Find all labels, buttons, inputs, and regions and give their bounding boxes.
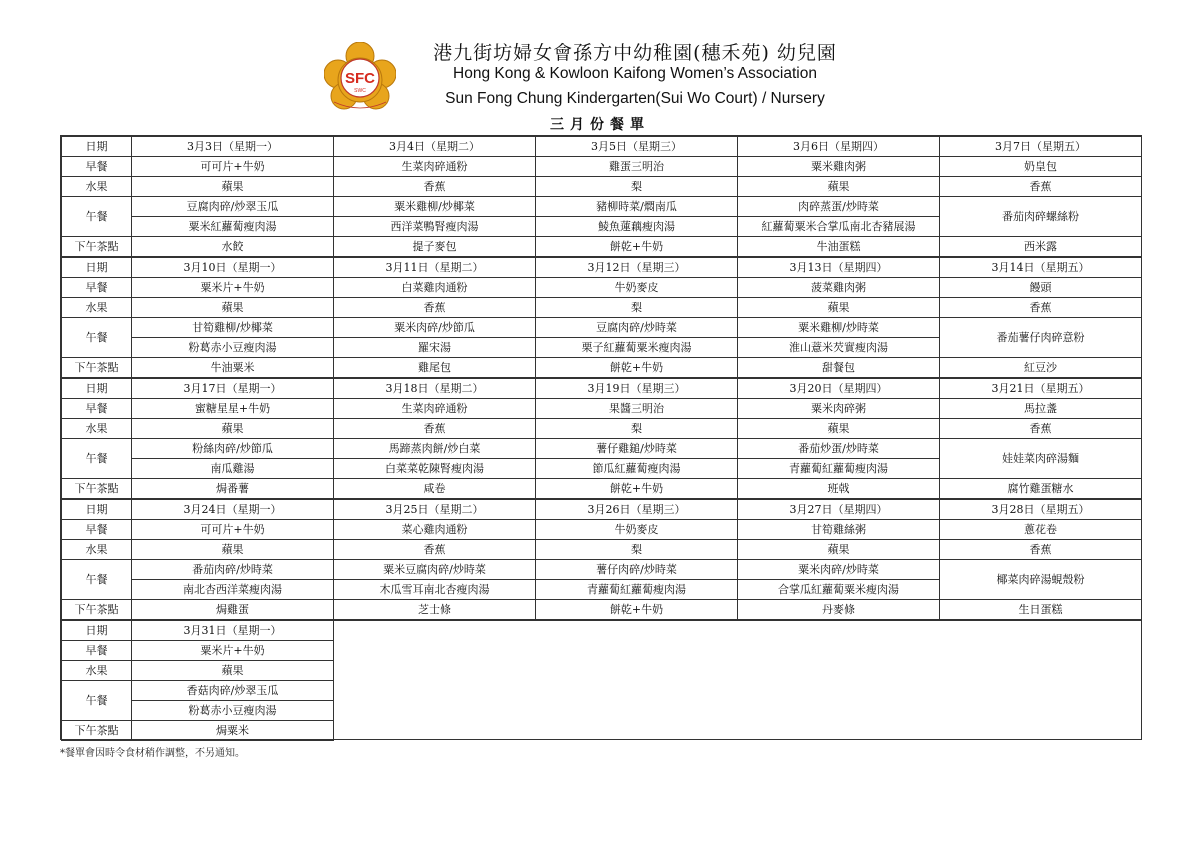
day-date-cell: 3月27日（星期四） bbox=[738, 499, 940, 520]
menu-cell-breakfast: 粟米片+牛奶 bbox=[132, 641, 334, 661]
row-label-breakfast: 早餐 bbox=[62, 399, 132, 419]
menu-row-fruit bbox=[62, 298, 1142, 318]
menu-cell-fruit: 蘋果 bbox=[132, 177, 334, 197]
menu-cell-lunch: 南北杏西洋菜瘦肉湯 bbox=[132, 580, 334, 600]
menu-cell-lunch: 薯仔肉碎/炒時菜 bbox=[536, 560, 738, 580]
menu-cell-fruit: 香蕉 bbox=[334, 540, 536, 560]
menu-cell-lunch: 豆腐肉碎/炒翠玉瓜 bbox=[132, 197, 334, 217]
row-label-snack: 下午茶點 bbox=[62, 358, 132, 379]
menu-cell-lunch: 青蘿蔔紅蘿蔔瘦肉湯 bbox=[536, 580, 738, 600]
row-label-date: 日期 bbox=[62, 378, 132, 399]
menu-cell-fruit: 香蕉 bbox=[940, 298, 1142, 318]
menu-cell-snack: 水餃 bbox=[132, 237, 334, 258]
menu-cell-lunch: 薯仔雞鎚/炒時菜 bbox=[536, 439, 738, 459]
menu-cell-breakfast: 白菜雞肉通粉 bbox=[334, 278, 536, 298]
menu-cell-lunch: 番茄炒蛋/炒時菜 bbox=[738, 439, 940, 459]
menu-cell-lunch: 肉碎蒸蛋/炒時菜 bbox=[738, 197, 940, 217]
day-date-cell: 3月28日（星期五） bbox=[940, 499, 1142, 520]
menu-row-lunch1 bbox=[62, 560, 1142, 580]
menu-cell-breakfast: 甘筍雞絲粥 bbox=[738, 520, 940, 540]
row-label-lunch: 午餐 bbox=[62, 439, 132, 479]
row-label-date: 日期 bbox=[62, 257, 132, 278]
menu-cell-breakfast: 粟米雞肉粥 bbox=[738, 157, 940, 177]
row-label-lunch: 午餐 bbox=[62, 560, 132, 600]
menu-cell-breakfast: 牛奶麥皮 bbox=[536, 520, 738, 540]
menu-cell-fruit: 蘋果 bbox=[738, 540, 940, 560]
row-label-fruit: 水果 bbox=[62, 661, 132, 681]
menu-cell-snack: 牛油蛋糕 bbox=[738, 237, 940, 258]
menu-row-snack bbox=[62, 479, 1142, 500]
day-date-cell: 3月21日（星期五） bbox=[940, 378, 1142, 399]
menu-cell-snack: 牛油粟米 bbox=[132, 358, 334, 379]
row-label-fruit: 水果 bbox=[62, 419, 132, 439]
day-date-cell: 3月18日（星期二） bbox=[334, 378, 536, 399]
day-date-cell: 3月14日（星期五） bbox=[940, 257, 1142, 278]
menu-table-container bbox=[60, 135, 1142, 740]
day-date-cell: 3月10日（星期一） bbox=[132, 257, 334, 278]
row-label-fruit: 水果 bbox=[62, 540, 132, 560]
menu-cell-snack: 雞尾包 bbox=[334, 358, 536, 379]
menu-row-breakfast bbox=[62, 520, 1142, 540]
menu-cell-fruit: 蘋果 bbox=[132, 419, 334, 439]
menu-row-snack bbox=[62, 358, 1142, 379]
menu-cell-breakfast: 生菜肉碎通粉 bbox=[334, 399, 536, 419]
association-name-english: Hong Kong & Kowloon Kaifong Women’s Association bbox=[453, 65, 817, 82]
row-label-date: 日期 bbox=[62, 620, 132, 641]
menu-cell-snack: 生日蛋糕 bbox=[940, 600, 1142, 621]
menu-cell-fruit: 香蕉 bbox=[940, 177, 1142, 197]
day-date-cell: 3月25日（星期二） bbox=[334, 499, 536, 520]
day-date-cell: 3月12日（星期三） bbox=[536, 257, 738, 278]
menu-row-lunch1 bbox=[62, 197, 1142, 217]
row-label-snack: 下午茶點 bbox=[62, 721, 132, 741]
menu-cell-fruit: 蘋果 bbox=[132, 540, 334, 560]
menu-cell-lunch: 合掌瓜紅蘿蔔粟米瘦肉湯 bbox=[738, 580, 940, 600]
menu-cell-breakfast: 馬拉盞 bbox=[940, 399, 1142, 419]
day-date-cell: 3月20日（星期四） bbox=[738, 378, 940, 399]
menu-cell-fruit: 梨 bbox=[536, 298, 738, 318]
menu-cell-snack: 丹麥條 bbox=[738, 600, 940, 621]
menu-cell-breakfast: 菠菜雞肉粥 bbox=[738, 278, 940, 298]
menu-cell-fruit: 香蕉 bbox=[940, 540, 1142, 560]
menu-title: 三月份餐單 bbox=[550, 117, 650, 133]
menu-cell-lunch: 甘筍雞柳/炒椰菜 bbox=[132, 318, 334, 338]
menu-cell-lunch: 木瓜雪耳南北杏瘦肉湯 bbox=[334, 580, 536, 600]
menu-cell-lunch: 白菜菜乾陳腎瘦肉湯 bbox=[334, 459, 536, 479]
menu-row-breakfast bbox=[62, 157, 1142, 177]
row-label-breakfast: 早餐 bbox=[62, 520, 132, 540]
menu-cell-lunch: 娃娃菜肉碎湯麵 bbox=[940, 439, 1142, 479]
menu-cell-snack: 餅乾+牛奶 bbox=[536, 237, 738, 258]
menu-cell-lunch: 粉葛赤小豆瘦肉湯 bbox=[132, 338, 334, 358]
footnote: *餐單會因時令食材稍作調整，不另通知。 bbox=[60, 748, 245, 759]
menu-cell-snack: 西米露 bbox=[940, 237, 1142, 258]
menu-cell-fruit: 蘋果 bbox=[132, 298, 334, 318]
menu-cell-breakfast: 蔥花卷 bbox=[940, 520, 1142, 540]
menu-cell-fruit: 梨 bbox=[536, 540, 738, 560]
day-date-cell: 3月4日（星期二） bbox=[334, 137, 536, 157]
row-label-snack: 下午茶點 bbox=[62, 600, 132, 621]
menu-cell-breakfast: 可可片+牛奶 bbox=[132, 157, 334, 177]
menu-cell-lunch: 椰菜肉碎湯蜆殼粉 bbox=[940, 560, 1142, 600]
menu-cell-breakfast: 牛奶麥皮 bbox=[536, 278, 738, 298]
menu-cell-snack: 腐竹雞蛋糖水 bbox=[940, 479, 1142, 500]
menu-cell-breakfast: 生菜肉碎通粉 bbox=[334, 157, 536, 177]
school-name-chinese: 港九街坊婦女會孫方中幼稚園(穗禾苑) 幼兒園 bbox=[433, 42, 837, 64]
row-label-lunch: 午餐 bbox=[62, 197, 132, 237]
menu-cell-breakfast: 粟米片+牛奶 bbox=[132, 278, 334, 298]
menu-cell-snack: 餅乾+牛奶 bbox=[536, 600, 738, 621]
menu-row-date bbox=[62, 137, 1142, 157]
menu-cell-breakfast: 可可片+牛奶 bbox=[132, 520, 334, 540]
menu-cell-breakfast: 奶皇包 bbox=[940, 157, 1142, 177]
menu-cell-lunch: 粉葛赤小豆瘦肉湯 bbox=[132, 701, 334, 721]
menu-row-lunch1 bbox=[62, 439, 1142, 459]
menu-cell-breakfast: 粟米肉碎粥 bbox=[738, 399, 940, 419]
menu-cell-fruit: 香蕉 bbox=[334, 298, 536, 318]
day-date-cell: 3月17日（星期一） bbox=[132, 378, 334, 399]
menu-cell-lunch: 淮山薏米芡實瘦肉湯 bbox=[738, 338, 940, 358]
menu-cell-lunch: 粟米雞柳/炒時菜 bbox=[738, 318, 940, 338]
menu-cell-lunch: 番茄肉碎螺絲粉 bbox=[940, 197, 1142, 237]
day-date-cell: 3月5日（星期三） bbox=[536, 137, 738, 157]
row-label-lunch: 午餐 bbox=[62, 318, 132, 358]
menu-cell-fruit: 梨 bbox=[536, 419, 738, 439]
menu-cell-snack: 紅豆沙 bbox=[940, 358, 1142, 379]
menu-cell-lunch: 南瓜雞湯 bbox=[132, 459, 334, 479]
menu-row-snack bbox=[62, 237, 1142, 258]
menu-cell-lunch: 粟米紅蘿蔔瘦肉湯 bbox=[132, 217, 334, 237]
menu-row-fruit bbox=[62, 419, 1142, 439]
row-label-breakfast: 早餐 bbox=[62, 278, 132, 298]
menu-row-breakfast bbox=[62, 399, 1142, 419]
menu-table bbox=[61, 136, 1142, 741]
row-label-breakfast: 早餐 bbox=[62, 641, 132, 661]
day-date-cell: 3月19日（星期三） bbox=[536, 378, 738, 399]
menu-row-fruit bbox=[62, 177, 1142, 197]
menu-row-date bbox=[62, 499, 1142, 520]
menu-cell-breakfast: 饅頭 bbox=[940, 278, 1142, 298]
school-logo-icon bbox=[324, 42, 396, 112]
menu-cell-lunch: 青蘿蔔紅蘿蔔瘦肉湯 bbox=[738, 459, 940, 479]
day-date-cell: 3月24日（星期一） bbox=[132, 499, 334, 520]
empty-area bbox=[334, 620, 1142, 741]
menu-cell-lunch: 粉絲肉碎/炒節瓜 bbox=[132, 439, 334, 459]
menu-cell-snack: 咸卷 bbox=[334, 479, 536, 500]
row-label-date: 日期 bbox=[62, 499, 132, 520]
menu-cell-snack: 焗番薯 bbox=[132, 479, 334, 500]
menu-cell-lunch: 鯪魚蓮藕瘦肉湯 bbox=[536, 217, 738, 237]
menu-cell-lunch: 紅蘿蔔粟米合掌瓜南北杏豬展湯 bbox=[738, 217, 940, 237]
menu-cell-lunch: 馬蹄蒸肉餅/炒白菜 bbox=[334, 439, 536, 459]
menu-row-lunch1 bbox=[62, 318, 1142, 338]
menu-cell-lunch: 粟米肉碎/炒節瓜 bbox=[334, 318, 536, 338]
menu-cell-snack: 餅乾+牛奶 bbox=[536, 479, 738, 500]
menu-cell-lunch: 西洋菜鴨腎瘦肉湯 bbox=[334, 217, 536, 237]
menu-cell-breakfast: 雞蛋三明治 bbox=[536, 157, 738, 177]
menu-cell-snack: 焗粟米 bbox=[132, 721, 334, 741]
menu-cell-lunch: 番茄肉碎/炒時菜 bbox=[132, 560, 334, 580]
logo-text: SFC bbox=[345, 70, 375, 87]
menu-cell-snack: 甜餐包 bbox=[738, 358, 940, 379]
menu-cell-snack: 班戟 bbox=[738, 479, 940, 500]
menu-cell-breakfast: 菜心雞肉通粉 bbox=[334, 520, 536, 540]
day-date-cell: 3月13日（星期四） bbox=[738, 257, 940, 278]
menu-cell-lunch: 粟米豆腐肉碎/炒時菜 bbox=[334, 560, 536, 580]
menu-cell-fruit: 梨 bbox=[536, 177, 738, 197]
day-date-cell: 3月26日（星期三） bbox=[536, 499, 738, 520]
menu-cell-fruit: 蘋果 bbox=[132, 661, 334, 681]
menu-cell-snack: 提子麥包 bbox=[334, 237, 536, 258]
day-date-cell: 3月6日（星期四） bbox=[738, 137, 940, 157]
menu-cell-fruit: 蘋果 bbox=[738, 298, 940, 318]
menu-cell-fruit: 香蕉 bbox=[334, 419, 536, 439]
menu-cell-lunch: 番茄薯仔肉碎意粉 bbox=[940, 318, 1142, 358]
menu-cell-lunch: 粟米肉碎/炒時菜 bbox=[738, 560, 940, 580]
menu-row-breakfast bbox=[62, 278, 1142, 298]
row-label-snack: 下午茶點 bbox=[62, 237, 132, 258]
school-name-english: Sun Fong Chung Kindergarten(Sui Wo Court) / Nursery bbox=[445, 90, 825, 107]
menu-cell-snack: 焗雞蛋 bbox=[132, 600, 334, 621]
row-label-fruit: 水果 bbox=[62, 177, 132, 197]
menu-cell-snack: 餅乾+牛奶 bbox=[536, 358, 738, 379]
menu-cell-fruit: 香蕉 bbox=[334, 177, 536, 197]
menu-cell-fruit: 蘋果 bbox=[738, 177, 940, 197]
menu-cell-lunch: 栗子紅蘿蔔粟米瘦肉湯 bbox=[536, 338, 738, 358]
menu-row-fruit bbox=[62, 540, 1142, 560]
menu-cell-lunch: 粟米雞柳/炒椰菜 bbox=[334, 197, 536, 217]
menu-cell-lunch: 羅宋湯 bbox=[334, 338, 536, 358]
menu-cell-lunch: 節瓜紅蘿蔔瘦肉湯 bbox=[536, 459, 738, 479]
day-date-cell: 3月11日（星期二） bbox=[334, 257, 536, 278]
menu-cell-fruit: 香蕉 bbox=[940, 419, 1142, 439]
day-date-cell: 3月3日（星期一） bbox=[132, 137, 334, 157]
menu-cell-snack: 芝士條 bbox=[334, 600, 536, 621]
menu-cell-lunch: 豬柳時菜/燜南瓜 bbox=[536, 197, 738, 217]
menu-row-date bbox=[62, 620, 1142, 641]
menu-row-snack bbox=[62, 600, 1142, 621]
menu-cell-breakfast: 果醬三明治 bbox=[536, 399, 738, 419]
row-label-date: 日期 bbox=[62, 137, 132, 157]
menu-row-date bbox=[62, 257, 1142, 278]
menu-cell-lunch: 豆腐肉碎/炒時菜 bbox=[536, 318, 738, 338]
row-label-snack: 下午茶點 bbox=[62, 479, 132, 500]
menu-cell-lunch: 香菇肉碎/炒翠玉瓜 bbox=[132, 681, 334, 701]
day-date-cell: 3月31日（星期一） bbox=[132, 620, 334, 641]
menu-cell-fruit: 蘋果 bbox=[738, 419, 940, 439]
logo-subtext: SWC bbox=[354, 88, 366, 94]
day-date-cell: 3月7日（星期五） bbox=[940, 137, 1142, 157]
row-label-lunch: 午餐 bbox=[62, 681, 132, 721]
menu-cell-breakfast: 蜜糖星星+牛奶 bbox=[132, 399, 334, 419]
menu-row-date bbox=[62, 378, 1142, 399]
row-label-breakfast: 早餐 bbox=[62, 157, 132, 177]
row-label-fruit: 水果 bbox=[62, 298, 132, 318]
